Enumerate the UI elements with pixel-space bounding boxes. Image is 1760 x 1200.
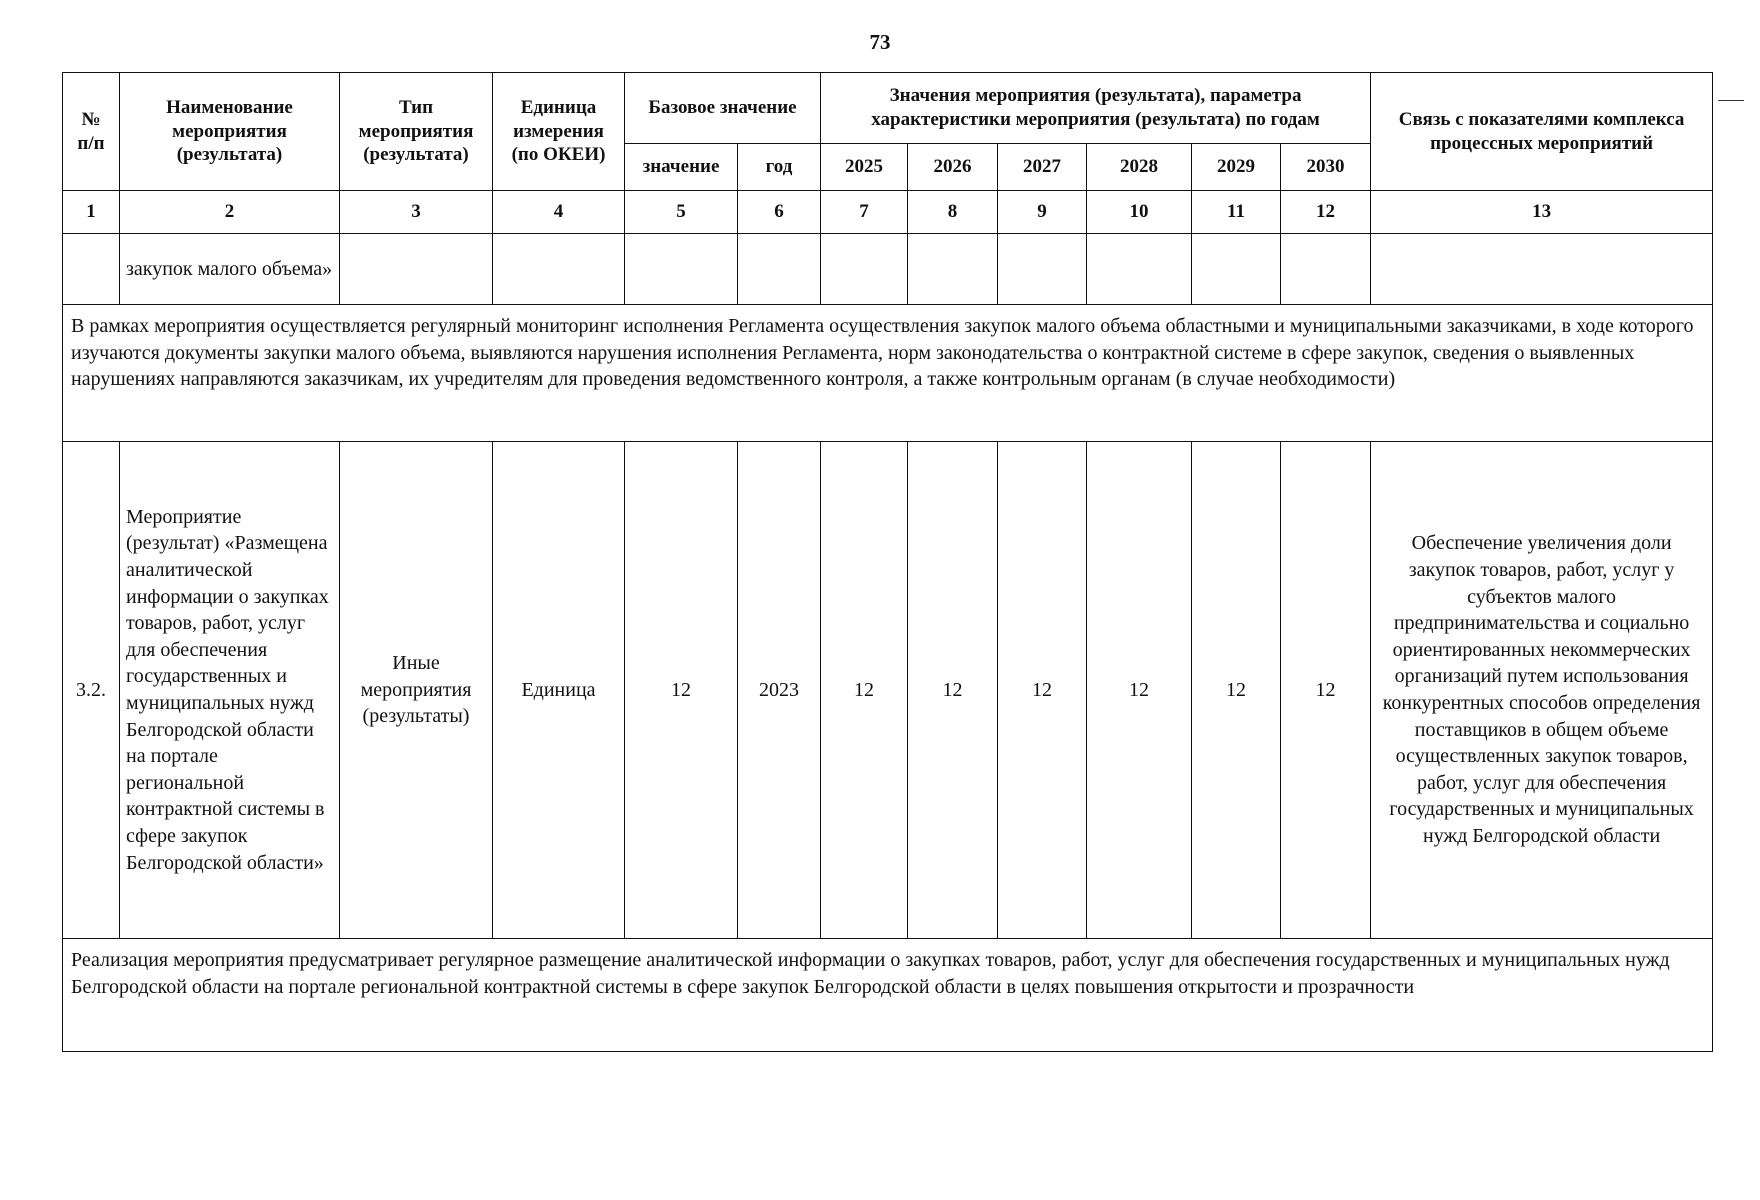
continuation-name: закупок малого объема» <box>120 234 340 305</box>
header-year: 2025 <box>821 144 908 191</box>
continuation-row <box>63 234 1713 305</box>
margin-mark <box>1718 100 1744 101</box>
header-type: Тип мероприятия (результата) <box>340 73 493 191</box>
item-base-value: 12 <box>625 442 738 939</box>
cell-empty <box>1281 234 1371 305</box>
header-base-year: год <box>738 144 821 191</box>
header-row-1 <box>63 73 1713 144</box>
header-year: 2028 <box>1087 144 1192 191</box>
cell-empty <box>1371 234 1713 305</box>
measures-table <box>62 72 1713 1052</box>
item-year-value: 12 <box>821 442 908 939</box>
column-number: 8 <box>908 191 998 234</box>
item-base-year: 2023 <box>738 442 821 939</box>
cell-empty <box>1087 234 1192 305</box>
cell-empty <box>821 234 908 305</box>
item-unit: Единица <box>493 442 625 939</box>
header-name: Наименование мероприятия (результата) <box>120 73 340 191</box>
cell-empty <box>738 234 821 305</box>
column-number: 11 <box>1192 191 1281 234</box>
cell-empty <box>998 234 1087 305</box>
cell-empty <box>340 234 493 305</box>
column-number: 3 <box>340 191 493 234</box>
table-row <box>63 442 1713 939</box>
description-text: Реализация мероприятия предусматривает регулярное размещение аналитической информации о закупках товаров, работ, услуг для обеспечения государственных и муниципальных нужд Белгородской области на портале региональной контрактной системы в сфере закупок Белгородской области в целях повышения открытости и прозрачности <box>63 939 1713 1052</box>
column-number: 6 <box>738 191 821 234</box>
cell-empty <box>63 234 120 305</box>
column-number: 2 <box>120 191 340 234</box>
description-row <box>63 939 1713 1052</box>
description-row <box>63 305 1713 442</box>
cell-empty <box>1192 234 1281 305</box>
item-name: Мероприятие (результат) «Размещена аналитической информации о закупках товаров, работ, услуг для обеспечения государственных и муниципальных нужд Белгородской области на портале региональной контрактной системы в сфере закупок Белгородской области» <box>120 442 340 939</box>
header-base-value: значение <box>625 144 738 191</box>
item-type: Иные мероприятия (результаты) <box>340 442 493 939</box>
column-number: 4 <box>493 191 625 234</box>
item-year-value: 12 <box>998 442 1087 939</box>
column-number: 7 <box>821 191 908 234</box>
header-year: 2030 <box>1281 144 1371 191</box>
item-year-value: 12 <box>1192 442 1281 939</box>
header-year: 2029 <box>1192 144 1281 191</box>
header-year: 2027 <box>998 144 1087 191</box>
column-number: 13 <box>1371 191 1713 234</box>
cell-empty <box>908 234 998 305</box>
column-number-row <box>63 191 1713 234</box>
page-number: 73 <box>869 30 891 54</box>
header-num: № п/п <box>63 73 120 191</box>
item-year-value: 12 <box>908 442 998 939</box>
header-values-group: Значения мероприятия (результата), параметра характеристики мероприятия (результата) по годам <box>821 73 1371 144</box>
description-text: В рамках мероприятия осуществляется регулярный мониторинг исполнения Регламента осуществления закупок малого объема областными и муниципальными заказчиками, в ходе которого изучаются документы закупки малого объема, выявляются нарушения исполнения Регламента, норм законодательства о контрактной системе в сфере закупок, сведения о выявленных нарушениях направляются заказчикам, их учредителям для проведения ведомственного контроля, а также контрольным органам (в случае необходимости) <box>63 305 1713 442</box>
column-number: 9 <box>998 191 1087 234</box>
header-unit: Единица измерения (по ОКЕИ) <box>493 73 625 191</box>
column-number: 10 <box>1087 191 1192 234</box>
item-link: Обеспечение увеличения доли закупок товаров, работ, услуг у субъектов малого предпринимательства и социально ориентированных некоммерческих организаций путем использования конкурентных способов определения поставщиков в общем объеме осуществленных закупок товаров, работ, услуг для обеспечения государственных и муниципальных нужд Белгородской области <box>1371 442 1713 939</box>
column-number: 12 <box>1281 191 1371 234</box>
header-year: 2026 <box>908 144 998 191</box>
item-number: 3.2. <box>63 442 120 939</box>
cell-empty <box>493 234 625 305</box>
header-base: Базовое значение <box>625 73 821 144</box>
cell-empty <box>625 234 738 305</box>
item-year-value: 12 <box>1281 442 1371 939</box>
column-number: 5 <box>625 191 738 234</box>
header-link: Связь с показателями комплекса процессных мероприятий <box>1371 73 1713 191</box>
column-number: 1 <box>63 191 120 234</box>
item-year-value: 12 <box>1087 442 1192 939</box>
